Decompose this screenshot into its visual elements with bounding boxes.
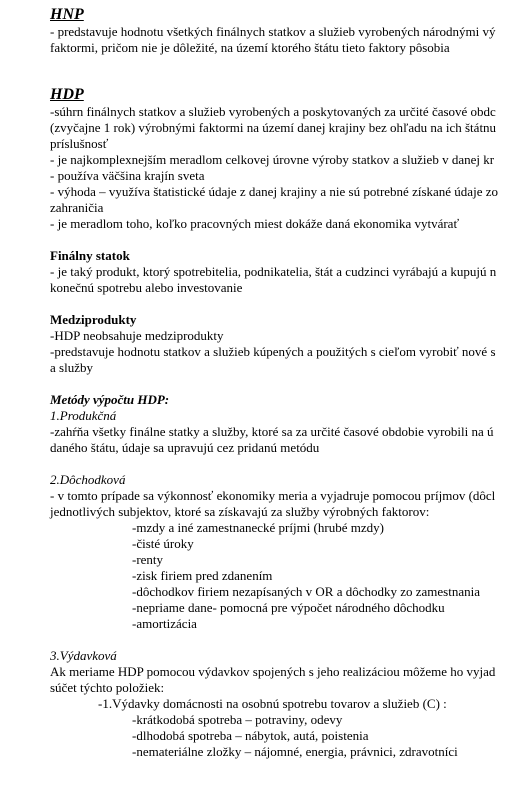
expenditure-line-1: Ak meriame HDP pomocou výdavkov spojených s jeho realizáciou môžeme ho vyjad [50,664,496,679]
document-page [50,6,526,760]
hdp-line-5: - používa väčšina krajín sveta [50,168,205,183]
hdp-line-3: príslušnosť [50,136,109,151]
expenditure-subheading: -1.Výdavky domácnosti na osobnú spotrebu tovarov a služieb (C) : [98,696,447,711]
hdp-line-7: zahraničia [50,200,104,215]
income-item-3: -renty [132,552,164,567]
hdp-heading: HDP [50,86,84,103]
expenditure-heading: 3.Výdavková [50,648,117,663]
production-heading: 1.Produkčná [50,408,117,423]
income-item-7: -amortizácia [132,616,197,631]
income-item-2: -čisté úroky [132,536,194,551]
income-heading: 2.Dôchodková [50,472,126,487]
hnp-line-1: - predstavuje hodnotu všetkých finálnych statkov a služieb vyrobených národnými vý [50,24,496,39]
income-item-6: -nepriame dane- pomocná pre výpočet národného dôchodku [132,600,445,615]
final-good-line-1: - je taký produkt, ktorý spotrebitelia, podnikatelia, štát a cudzinci vyrábajú a kupujú n [50,264,497,279]
income-item-1: -mzdy a iné zamestnanecké príjmi (hrubé mzdy) [132,520,384,535]
expenditure-item-2: -dlhodobá spotreba – nábytok, autá, poistenia [132,728,369,743]
income-item-4: -zisk firiem pred zdanením [132,568,273,583]
intermediate-line-3: a služby [50,360,93,375]
income-item-5: -dôchodkov firiem nezapísaných v OR a dôchodky zo zamestnania [132,584,480,599]
methods-heading: Metódy výpočtu HDP: [50,392,170,407]
hdp-line-8: - je meradlom toho, koľko pracovných miest dokáže daná ekonomika vytvárať [50,216,460,231]
intermediate-line-2: -predstavuje hodnotu statkov a služieb kúpených a použitých s cieľom vyrobiť nové s [50,344,496,359]
hdp-line-4: - je najkomplexnejším meradlom celkovej úrovne výroby statkov a služieb v danej kr [50,152,495,167]
final-good-line-2: konečnú spotrebu alebo investovanie [50,280,243,295]
hnp-line-2: faktormi, pričom nie je dôležité, na území ktorého štátu tieto faktory pôsobia [50,40,450,55]
hdp-line-1: -súhrn finálnych statkov a služieb vyrobených a poskytovaných za určité časové obdc [50,104,496,119]
expenditure-line-2: súčet týchto položiek: [50,680,165,695]
hdp-line-2: (zvyčajne 1 rok) výrobnými faktormi na území danej krajiny bez ohľadu na ich štátnu [50,120,497,135]
intermediate-line-1: -HDP neobsahuje medziprodukty [50,328,224,343]
production-line-2: daného štátu, údaje sa upravujú cez pridanú metódu [50,440,320,455]
intermediate-heading: Medziprodukty [50,312,137,327]
expenditure-item-3: -nemateriálne zložky – nájomné, energia, právnici, zdravotníci [132,744,458,759]
expenditure-item-1: -krátkodobá spotreba – potraviny, odevy [132,712,343,727]
final-good-heading: Finálny statok [50,248,130,263]
income-line-2: jednotlivých subjektov, ktoré sa získavajú za služby výrobných faktorov: [50,504,430,519]
hnp-heading: HNP [50,6,84,23]
income-line-1: - v tomto prípade sa výkonnosť ekonomiky meria a vyjadruje pomocou príjmov (dôcl [50,488,496,503]
hdp-line-6: - výhoda – využíva štatistické údaje z danej krajiny a nie sú potrebné získané údaje zo [50,184,498,199]
production-line-1: -zahŕňa všetky finálne statky a služby, ktoré sa za určité časové obdobie vyrobili na ú [50,424,494,439]
